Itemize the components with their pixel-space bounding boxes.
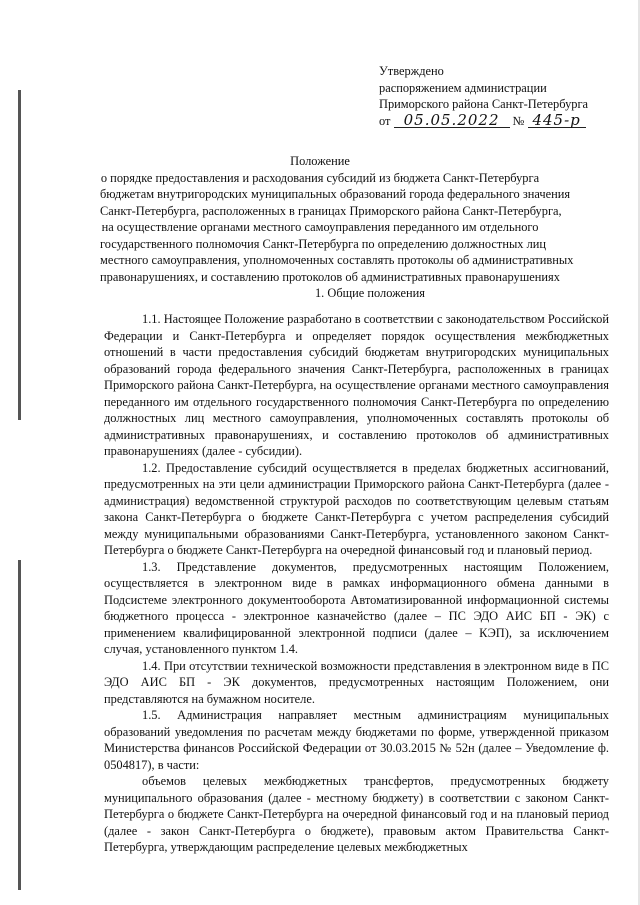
- approval-date: 05.05.2022: [394, 113, 510, 128]
- document-title: [100, 153, 574, 285]
- title-heading: Положение: [290, 154, 350, 168]
- paragraph-1-1: 1.1. Настоящее Положение разработано в соответствии с законодательством Российской Федерации и Санкт-Петербурга и определяет порядок осуществления межбюджетных отношений в части предоставления субсидий бюджетам внутригородских муниципальных образований города федерального значения Санкт-Петербурга, расположенных в границах Приморского района Санкт-Петербурга, на осуществление органами местного самоуправления переданного им отдельного государственного полномочия Санкт-Петербурга по определению должностных лиц местного самоуправления, уполномоченных составлять протоколы об административных правонарушениях, и составлению протоколов об административных правонарушениях (далее - субсидии).: [104, 312, 609, 458]
- approval-from-prefix: от: [379, 113, 391, 128]
- scan-margin-line: [18, 90, 21, 420]
- paragraph-1-3: 1.3. Представление документов, предусмотренных настоящим Положением, осуществляется в электронном виде в рамках информационного обмена данными в Подсистеме электронного документооборота Автоматизированной информационной системы бюджетного процесса - электронное казначейство (далее – ПС ЭДО АИС БП - ЭК) с применением квалифицированной электронной подписи (далее – КЭП), за исключением случая, установленного пунктом 1.4.: [104, 559, 609, 656]
- title-line: правонарушениях, и составлению протоколов об административных правонарушениях: [100, 269, 560, 284]
- section-heading: 1. Общие положения: [314, 286, 425, 300]
- paragraph-1-4: 1.4. При отсутствии технической возможности представления в электронном виде в ПС ЭДО АИС БП - ЭК документов, предусмотренных настоящим Положением, они представляются на бумажном носителе.: [104, 658, 609, 706]
- approval-line-3: Приморского района Санкт-Петербурга: [379, 97, 589, 111]
- title-line: государственного полномочия Санкт-Петербурга по определению должностных лиц: [100, 236, 547, 251]
- title-line: Санкт-Петербурга, расположенных в границах Приморского района Санкт-Петербурга,: [100, 203, 562, 218]
- title-line: местного самоуправления, уполномоченных составлять протоколы об административных: [100, 253, 574, 267]
- approval-line-1: Утверждено: [379, 64, 444, 78]
- approval-stamp: [379, 63, 588, 129]
- scan-margin-line: [18, 560, 21, 890]
- approval-number: 445-р: [528, 113, 586, 128]
- paragraph-1-5-item: объемов целевых межбюджетных трансфертов, предусмотренных бюджету муниципального образования (далее - местному бюджету) в соответствии с законом Санкт-Петербурга о бюджете Санкт-Петербурга на очередной финансовый год и на плановый период (далее - закон Санкт-Петербурга о бюджете), правовым актом Правительства Санкт-Петербурга, утверждающим распределение целевых межбюджетных: [104, 774, 609, 854]
- approval-number-sign: №: [512, 113, 525, 128]
- paragraph-1-2: 1.2. Предоставление субсидий осуществляется в пределах бюджетных ассигнований, предусмотренных на эти цели администрации Приморского района Санкт-Петербурга (далее - администрация) ведомственной структурой расходов по соответствующим целевым статьям закона Санкт-Петербурга о бюджете Санкт-Петербурга с учетом распределения субсидий между муниципальными образованиями Санкт-Петербурга, установленного законом Санкт-Петербурга о бюджете Санкт-Петербурга на очередной финансовый год и плановый период.: [104, 460, 609, 557]
- approval-line-2: распоряжением администрации: [379, 80, 547, 95]
- title-line: на осуществление органами местного самоуправления переданного им отдельного: [101, 220, 539, 234]
- title-line: бюджетам внутригородских муниципальных образований города федерального значения: [100, 187, 571, 201]
- title-line: о порядке предоставления и расходования субсидий из бюджета Санкт-Петербурга: [100, 170, 540, 185]
- section-body: [104, 311, 609, 856]
- approval-date-line: [379, 110, 588, 130]
- paragraph-1-5: 1.5. Администрация направляет местным администрациям муниципальных образований уведомления по расчетам между бюджетами по форме, утвержденной приказом Министерства финансов Российской Федерации от 30.03.2015 № 52н (далее – Уведомление ф. 0504817), в части:: [104, 708, 609, 772]
